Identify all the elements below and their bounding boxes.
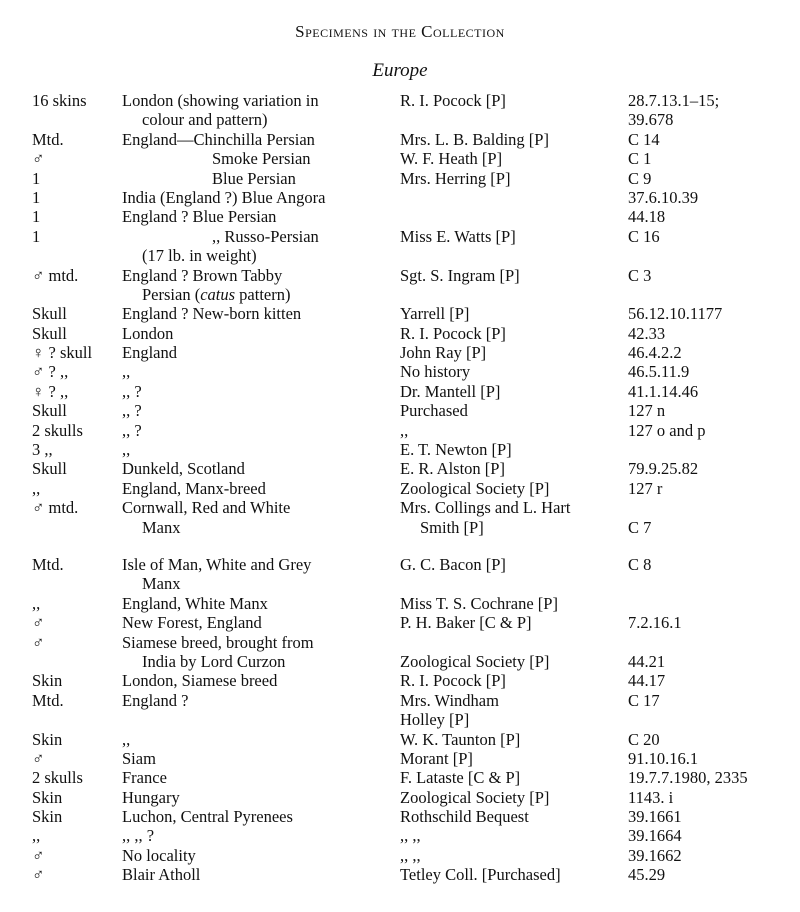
register-cell: 79.9.25.82 <box>628 459 699 479</box>
specimen-cell: ♂ <box>32 613 45 633</box>
table-row <box>0 691 800 710</box>
locality-cell: London <box>122 323 174 343</box>
donor-cell: Mrs. Collings and L. Hart <box>400 498 571 518</box>
table-row <box>0 518 800 537</box>
table-row <box>0 498 800 517</box>
table-row <box>0 227 800 246</box>
table-row <box>0 382 800 401</box>
locality-cell: ,, ,, ? <box>122 826 155 846</box>
table-row <box>0 304 800 323</box>
specimen-cell: ♂ <box>32 748 45 768</box>
register-cell: 42.33 <box>628 323 666 343</box>
specimen-cell: ♀ ? ,, <box>32 381 69 401</box>
table-row <box>0 555 800 574</box>
register-cell: 44.18 <box>628 207 666 227</box>
register-cell: C 9 <box>628 168 652 188</box>
specimen-cell: 1 <box>32 226 41 246</box>
specimen-cell: ♂ mtd. <box>32 498 79 518</box>
section-subheading: Europe <box>372 60 428 81</box>
locality-cell: No locality <box>122 845 196 865</box>
specimen-cell: Mtd. <box>32 690 64 710</box>
donor-cell: R. I. Pocock [P] <box>400 323 506 343</box>
table-row <box>0 865 800 884</box>
locality-cell: ,, ? <box>122 401 142 421</box>
register-cell: 44.17 <box>628 671 666 691</box>
register-cell: 127 o and p <box>628 420 706 440</box>
table-row <box>0 479 800 498</box>
register-cell: C 1 <box>628 149 652 169</box>
specimen-cell: ♂ <box>32 149 45 169</box>
locality-cell: ,, Russo-Persian <box>212 226 319 246</box>
register-cell: 7.2.16.1 <box>628 613 682 633</box>
specimen-cell: Mtd. <box>32 554 64 574</box>
table-row <box>0 846 800 865</box>
table-row <box>0 574 800 593</box>
locality-cell: England <box>122 343 177 363</box>
register-cell: 19.7.7.1980, 2335 <box>628 768 748 788</box>
register-cell: 1143. i <box>628 787 674 807</box>
donor-cell: Miss T. S. Cochrane [P] <box>400 593 558 613</box>
page-heading: Specimens in the Collection <box>295 22 505 41</box>
donor-cell: Miss E. Watts [P] <box>400 226 516 246</box>
specimen-table <box>0 91 800 885</box>
donor-cell: Smith [P] <box>420 517 484 537</box>
locality-cell: Smoke Persian <box>212 149 311 169</box>
locality-cell: India by Lord Curzon <box>142 651 286 671</box>
table-row <box>0 440 800 459</box>
specimen-cell: Skull <box>32 401 67 421</box>
locality-cell: Cornwall, Red and White <box>122 498 291 518</box>
locality-cell: Blue Persian <box>212 168 296 188</box>
donor-cell: Zoological Society [P] <box>400 651 550 671</box>
table-row <box>0 130 800 149</box>
specimen-cell: 16 skins <box>32 91 87 110</box>
register-cell: 44.21 <box>628 651 666 671</box>
table-row <box>0 633 800 652</box>
locality-cell: London (showing variation in <box>122 91 319 110</box>
table-row <box>0 749 800 768</box>
table-row <box>0 207 800 226</box>
locality-cell: Dunkeld, Scotland <box>122 459 245 479</box>
table-row <box>0 710 800 729</box>
register-cell: 127 n <box>628 401 666 421</box>
specimen-cell: ♂ <box>32 632 45 652</box>
locality-cell: Isle of Man, White and Grey <box>122 554 312 574</box>
donor-cell: E. R. Alston [P] <box>400 459 505 479</box>
donor-cell: Tetley Coll. [Purchased] <box>400 865 561 885</box>
donor-cell: Dr. Mantell [P] <box>400 381 501 401</box>
donor-cell: Zoological Society [P] <box>400 787 550 807</box>
specimen-cell: 2 skulls <box>32 420 83 440</box>
table-row <box>0 652 800 671</box>
specimen-cell: ,, <box>32 826 41 846</box>
locality-cell: England ? Blue Persian <box>122 207 277 227</box>
register-cell: 39.1664 <box>628 826 682 846</box>
locality-cell: ,, <box>122 729 131 749</box>
specimen-cell: ,, <box>32 478 41 498</box>
register-cell: 56.12.10.1177 <box>628 304 723 324</box>
register-cell: 41.1.14.46 <box>628 381 699 401</box>
donor-cell: Yarrell [P] <box>400 304 470 324</box>
table-row <box>0 421 800 440</box>
table-row <box>0 188 800 207</box>
locality-cell: England, Manx-breed <box>122 478 266 498</box>
locality-cell: Siamese breed, brought from <box>122 632 314 652</box>
register-cell: 91.10.16.1 <box>628 748 699 768</box>
locality-cell: ,, <box>122 440 131 460</box>
locality-cell: London, Siamese breed <box>122 671 278 691</box>
specimen-cell: Skull <box>32 459 67 479</box>
table-row <box>0 807 800 826</box>
specimen-cell: 3 ,, <box>32 440 53 460</box>
specimen-cell: ♂ <box>32 865 45 885</box>
locality-cell: France <box>122 768 167 788</box>
locality-cell: ,, ? <box>122 381 142 401</box>
specimen-cell: Skull <box>32 304 67 324</box>
donor-cell: Holley [P] <box>400 710 470 730</box>
register-cell: C 7 <box>628 517 652 537</box>
donor-cell: G. C. Bacon [P] <box>400 554 506 574</box>
register-cell: 37.6.10.39 <box>628 187 699 207</box>
register-cell: 46.5.11.9 <box>628 362 690 382</box>
donor-cell: John Ray [P] <box>400 343 487 363</box>
donor-cell: R. I. Pocock [P] <box>400 91 506 110</box>
specimen-cell: Skin <box>32 671 63 691</box>
register-cell: C 17 <box>628 690 660 710</box>
table-row <box>0 826 800 845</box>
specimen-cell: Skull <box>32 323 67 343</box>
donor-cell: R. I. Pocock [P] <box>400 671 506 691</box>
table-row <box>0 671 800 690</box>
donor-cell: Purchased <box>400 401 468 421</box>
register-cell: 127 r <box>628 478 663 498</box>
locality-cell: England—Chinchilla Persian <box>122 129 315 149</box>
register-cell: 39.678 <box>628 110 674 130</box>
donor-cell: Morant [P] <box>400 748 473 768</box>
donor-cell: Mrs. L. B. Balding [P] <box>400 129 549 149</box>
table-row <box>0 401 800 420</box>
specimen-cell: Skin <box>32 729 63 749</box>
donor-cell: E. T. Newton [P] <box>400 440 512 460</box>
table-row <box>0 730 800 749</box>
register-cell: C 8 <box>628 554 652 574</box>
locality-cell: Luchon, Central Pyrenees <box>122 807 293 827</box>
specimen-cell: 1 <box>32 187 41 207</box>
register-cell: 39.1662 <box>628 845 682 865</box>
table-row <box>0 613 800 632</box>
register-cell: 46.4.2.2 <box>628 343 682 363</box>
donor-cell: Sgt. S. Ingram [P] <box>400 265 520 285</box>
table-row <box>0 285 800 304</box>
table-row <box>0 459 800 478</box>
locality-cell: ,, ? <box>122 420 142 440</box>
locality-cell: England ? New-born kitten <box>122 304 302 324</box>
specimen-cell: Skin <box>32 807 63 827</box>
table-row <box>0 169 800 188</box>
register-cell: C 3 <box>628 265 652 285</box>
locality-cell: (17 lb. in weight) <box>142 246 257 266</box>
register-cell: 45.29 <box>628 865 666 885</box>
table-row <box>0 324 800 343</box>
locality-cell: India (England ?) Blue Angora <box>122 187 326 207</box>
table-row <box>0 246 800 265</box>
table-row <box>0 91 800 110</box>
table-row <box>0 343 800 362</box>
specimen-cell: 1 <box>32 168 41 188</box>
specimen-cell: 2 skulls <box>32 768 83 788</box>
table-row <box>0 768 800 787</box>
donor-cell: Zoological Society [P] <box>400 478 550 498</box>
register-cell: 28.7.13.1–15; <box>628 91 720 110</box>
specimen-cell: Skin <box>32 787 63 807</box>
register-cell: 39.1661 <box>628 807 682 827</box>
locality-cell: England ? Brown Tabby <box>122 265 283 285</box>
table-row <box>0 594 800 613</box>
donor-cell: ,, ,, <box>400 845 421 865</box>
locality-cell: England ? <box>122 690 189 710</box>
donor-cell: Rothschild Bequest <box>400 807 529 827</box>
donor-cell: ,, ,, <box>400 826 421 846</box>
locality-cell: Manx <box>142 574 181 594</box>
register-cell: C 14 <box>628 129 660 149</box>
table-row <box>0 149 800 168</box>
table-row <box>0 110 800 129</box>
locality-cell: Hungary <box>122 787 180 807</box>
locality-cell: New Forest, England <box>122 613 262 633</box>
specimen-cell: ♂ mtd. <box>32 265 79 285</box>
donor-cell: No history <box>400 362 471 382</box>
donor-cell: F. Lataste [C & P] <box>400 768 521 788</box>
specimen-cell: 1 <box>32 207 41 227</box>
specimen-cell: ♂ ? ,, <box>32 362 69 382</box>
donor-cell: Mrs. Windham <box>400 690 499 710</box>
donor-cell: W. K. Taunton [P] <box>400 729 521 749</box>
specimen-cell: ,, <box>32 593 41 613</box>
table-row <box>0 362 800 381</box>
specimen-cell: ♀ ? skull <box>32 343 93 363</box>
donor-cell: W. F. Heath [P] <box>400 149 503 169</box>
register-cell: C 16 <box>628 226 660 246</box>
donor-cell: Mrs. Herring [P] <box>400 168 511 188</box>
locality-cell: Blair Atholl <box>122 865 201 885</box>
locality-cell: colour and pattern) <box>142 110 268 130</box>
locality-cell: Persian (catus pattern) <box>142 284 291 304</box>
specimen-cell: ♂ <box>32 845 45 865</box>
locality-cell: Manx <box>142 517 181 537</box>
locality-cell: England, White Manx <box>122 593 268 613</box>
register-cell: C 20 <box>628 729 660 749</box>
specimen-cell: Mtd. <box>32 129 64 149</box>
locality-cell: Siam <box>122 748 156 768</box>
donor-cell: ,, <box>400 420 409 440</box>
table-row <box>0 788 800 807</box>
locality-cell: ,, <box>122 362 131 382</box>
donor-cell: P. H. Baker [C & P] <box>400 613 532 633</box>
table-row <box>0 266 800 285</box>
